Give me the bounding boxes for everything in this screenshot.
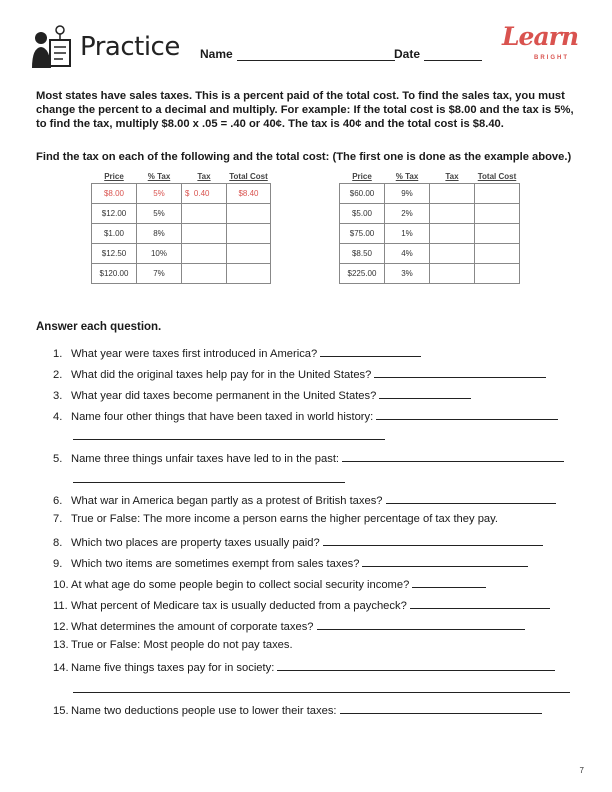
question-text: What percent of Medicare tax is usually deducted from a paycheck? <box>71 600 407 612</box>
pct-cell: 8% <box>137 224 182 244</box>
question-number: 11. <box>53 600 68 612</box>
question-number: 4. <box>53 411 63 423</box>
question-number: 10. <box>53 579 69 591</box>
answer-blank[interactable] <box>379 387 471 399</box>
answer-blank-continued[interactable] <box>73 439 385 440</box>
pct-cell: 5% <box>137 204 182 224</box>
logo-subtext: BRIGHT <box>534 55 569 61</box>
question-10 <box>53 576 486 591</box>
question-15 <box>53 702 542 717</box>
table-instruction: Find the tax on each of the following and the total cost: (The first one is done as the example above.) <box>36 151 572 163</box>
total-cell[interactable] <box>227 244 271 264</box>
person-at-board-icon <box>30 24 74 74</box>
table-row <box>92 204 271 224</box>
date-label: Date <box>394 47 421 61</box>
tax-cell[interactable] <box>430 264 475 284</box>
table-row <box>92 184 271 204</box>
tax-value: 0.40 <box>193 189 210 198</box>
answer-blank[interactable] <box>412 576 486 588</box>
logo-word: Learn <box>501 22 578 51</box>
tax-table-right <box>339 172 520 284</box>
question-14 <box>53 659 555 674</box>
total-cell[interactable] <box>227 224 271 244</box>
tax-cell[interactable] <box>182 224 227 244</box>
total-cell: $8.40 <box>227 184 271 204</box>
table-row <box>340 224 520 244</box>
price-cell: $8.50 <box>340 244 385 264</box>
question-8 <box>53 534 543 549</box>
col-header-price: Price <box>104 172 124 181</box>
answer-blank[interactable] <box>376 408 558 420</box>
tax-cell[interactable] <box>430 184 475 204</box>
question-text: Name five things taxes pay for in society: <box>71 662 275 674</box>
learn-bright-logo <box>501 22 578 68</box>
price-cell: $225.00 <box>340 264 385 284</box>
question-2 <box>53 366 546 381</box>
question-6 <box>53 492 556 507</box>
price-cell: $75.00 <box>340 224 385 244</box>
question-text: Name three things unfair taxes have led to in the past: <box>71 453 340 465</box>
date-blank[interactable] <box>424 48 482 61</box>
table-row <box>340 244 520 264</box>
page-number: 7 <box>579 766 584 775</box>
question-text: What war in America began partly as a protest of British taxes? <box>71 495 383 507</box>
question-text: What year were taxes first introduced in America? <box>71 348 318 360</box>
price-cell: $5.00 <box>340 204 385 224</box>
answer-blank[interactable] <box>386 492 556 504</box>
tax-cell[interactable] <box>430 224 475 244</box>
price-cell: $12.00 <box>92 204 137 224</box>
price-cell: $12.50 <box>92 244 137 264</box>
col-header-tax: Tax <box>445 172 459 181</box>
tax-cell[interactable] <box>430 244 475 264</box>
table-row <box>92 264 271 284</box>
pct-cell: 1% <box>385 224 430 244</box>
price-cell: $8.00 <box>92 184 137 204</box>
name-blank[interactable] <box>237 48 395 61</box>
name-field[interactable] <box>200 47 395 61</box>
tax-table-left <box>91 172 271 284</box>
total-cell[interactable] <box>475 244 520 264</box>
total-cell[interactable] <box>475 184 520 204</box>
price-cell: $60.00 <box>340 184 385 204</box>
question-number: 5. <box>53 453 63 465</box>
table-row <box>340 204 520 224</box>
price-cell: $1.00 <box>92 224 137 244</box>
question-number: 3. <box>53 390 63 402</box>
col-header-pct-tax: % Tax <box>147 172 171 181</box>
tax-cell[interactable] <box>182 264 227 284</box>
question-text: Name two deductions people use to lower their taxes: <box>71 705 337 717</box>
answer-blank[interactable] <box>362 555 528 567</box>
question-7 <box>53 513 498 525</box>
question-13 <box>53 639 293 651</box>
page-title: Practice <box>80 32 180 62</box>
total-cell[interactable] <box>475 224 520 244</box>
tax-cell[interactable] <box>182 244 227 264</box>
question-9 <box>53 555 528 570</box>
col-header-tax: Tax <box>197 172 211 181</box>
tax-cell[interactable] <box>430 204 475 224</box>
answer-blank-continued[interactable] <box>73 692 570 693</box>
table-row <box>340 264 520 284</box>
total-cell[interactable] <box>475 264 520 284</box>
question-text: What did the original taxes help pay for in the United States? <box>71 369 372 381</box>
answer-blank-continued[interactable] <box>73 482 345 483</box>
pct-cell: 10% <box>137 244 182 264</box>
answer-blank[interactable] <box>320 345 421 357</box>
pct-cell: 2% <box>385 204 430 224</box>
question-number: 1. <box>53 348 63 360</box>
question-5 <box>53 450 564 465</box>
price-cell: $120.00 <box>92 264 137 284</box>
pct-cell: 5% <box>137 184 182 204</box>
table-row <box>340 184 520 204</box>
col-header-price: Price <box>352 172 372 181</box>
total-cell[interactable] <box>227 204 271 224</box>
question-text: At what age do some people begin to collect social security income? <box>71 579 410 591</box>
answer-blank[interactable] <box>410 597 550 609</box>
col-header-total-cost: Total Cost <box>477 172 517 181</box>
answer-blank[interactable] <box>374 366 546 378</box>
question-number: 15. <box>53 705 69 717</box>
question-11 <box>53 597 550 612</box>
pct-cell: 7% <box>137 264 182 284</box>
intro-paragraph: Most states have sales taxes. This is a percent paid of the total cost. To find the sales tax, you must change the percent to a decimal and multiply. For example: If the total cost is $8.00 and the tax is 5%, to find the tax, multiply $8.00 x .05 = .40 or 40¢. The tax is 40¢ and the total cost is $8.40. <box>36 90 574 130</box>
question-1 <box>53 345 421 360</box>
question-number: 9. <box>53 558 63 570</box>
col-header-total-cost: Total Cost <box>229 172 268 181</box>
question-number: 7. <box>53 513 63 525</box>
pct-cell: 4% <box>385 244 430 264</box>
table-row <box>92 224 271 244</box>
pct-cell: 3% <box>385 264 430 284</box>
question-number: 12. <box>53 621 69 633</box>
question-12 <box>53 618 525 633</box>
answer-blank[interactable] <box>340 702 542 714</box>
answer-blank[interactable] <box>323 534 543 546</box>
question-text: Name four other things that have been taxed in world history: <box>71 411 374 423</box>
answer-blank[interactable] <box>342 450 564 462</box>
name-label: Name <box>200 47 233 61</box>
question-3 <box>53 387 471 402</box>
pct-cell: 9% <box>385 184 430 204</box>
question-text: What year did taxes become permanent in the United States? <box>71 390 377 402</box>
answer-blank[interactable] <box>277 659 555 671</box>
tax-cell[interactable] <box>182 204 227 224</box>
question-text: Which two items are sometimes exempt from sales taxes? <box>71 558 360 570</box>
tax-symbol: $ <box>185 189 190 198</box>
question-number: 14. <box>53 662 69 674</box>
question-text: What determines the amount of corporate taxes? <box>71 621 314 633</box>
question-number: 2. <box>53 369 63 381</box>
question-text: Which two places are property taxes usually paid? <box>71 537 320 549</box>
table-row <box>92 244 271 264</box>
col-header-pct-tax: % Tax <box>395 172 419 181</box>
question-number: 8. <box>53 537 63 549</box>
question-text: True or False: The more income a person earns the higher percentage of tax they pay. <box>71 513 499 525</box>
total-cell[interactable] <box>475 204 520 224</box>
tax-cell <box>182 184 227 204</box>
date-field[interactable] <box>394 47 482 61</box>
question-number: 6. <box>53 495 63 507</box>
answer-heading: Answer each question. <box>36 321 162 333</box>
question-number: 13. <box>53 639 69 651</box>
answer-blank[interactable] <box>317 618 525 630</box>
total-cell[interactable] <box>227 264 271 284</box>
worksheet-header <box>30 18 582 78</box>
question-4 <box>53 408 558 423</box>
question-text: True or False: Most people do not pay taxes. <box>71 639 293 651</box>
